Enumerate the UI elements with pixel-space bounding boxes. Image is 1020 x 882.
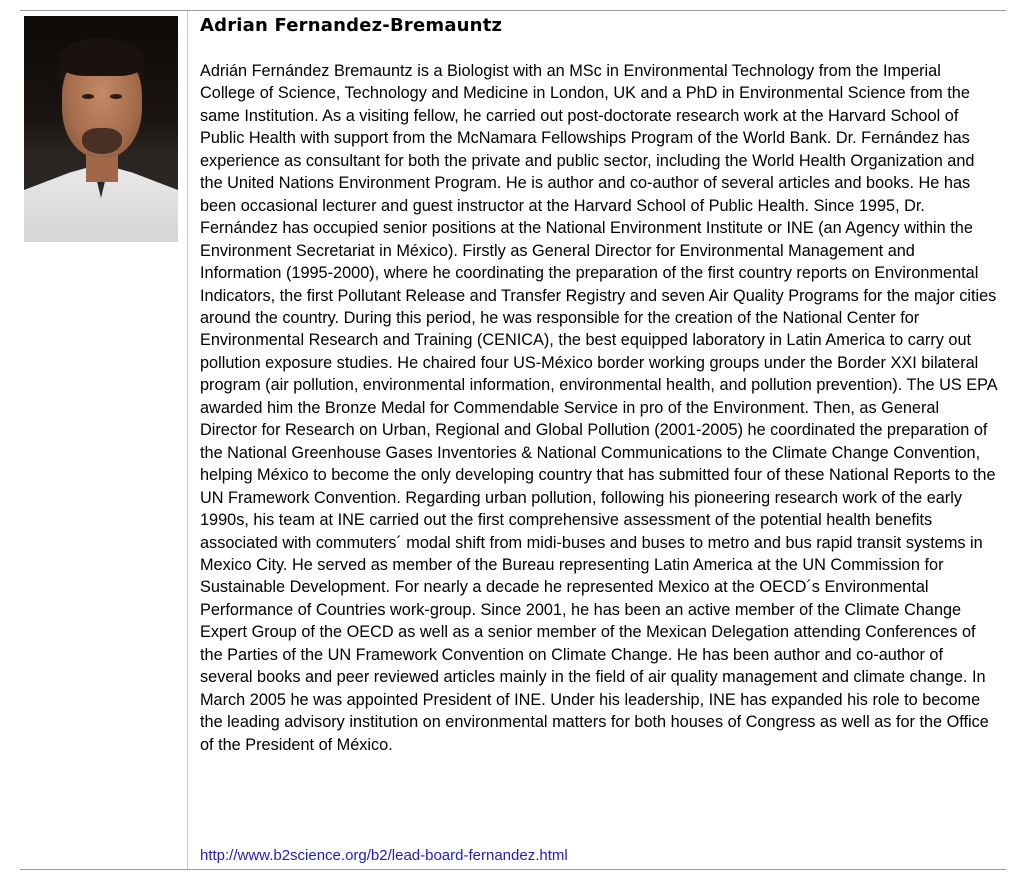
person-name: Adrian Fernandez-Bremauntz	[200, 15, 503, 36]
photo-cell	[20, 11, 188, 869]
bio-cell	[200, 11, 1000, 864]
profile-table	[20, 10, 1006, 870]
photo-hair	[60, 38, 144, 76]
photo-beard	[82, 128, 122, 154]
photo-eye-left	[82, 94, 94, 99]
profile-link[interactable]: http://www.b2science.org/b2/lead-board-fernandez.html	[200, 847, 568, 864]
bio-text: Adrián Fernández Bremauntz is a Biologist with an MSc in Environmental Technology from the Imperial College of Science, Technology and Medicine in London, UK and a PhD in Environmental Science from the same Institution. As a visiting fellow, he carried out post-doctorate research work at the Harvard School of Public Health with support from the McNamara Fellowships Program of the World Bank. Dr. Fernández has experience as consultant for both the private and public sector, including the World Health Organization and the United Nations Environment Program. He is author and co-author of several articles and books. He has been occasional lecturer and guest instructor at the Harvard School of Public Health. Since 1995, Dr. Fernández has occupied senior positions at the National Environment Institute or INE (an Agency within the Environment Secretariat in México). Firstly as General Director for Environmental Management and Information (1995-2000), where he coordinating the preparation of the first country reports on Environmental Indicators, the first Pollutant Release and Transfer Registry and seven Air Quality Programs for the major cities around the country. During this period, he was responsible for the creation of the National Center for Environmental Research and Training (CENICA), the best equipped laboratory in Latin America to carry out pollution exposure studies. He chaired four US-México border working groups under the Border XXI bilateral program (air pollution, environmental information, environmental health, and pollution prevention). The US EPA awarded him the Bronze Medal for Commendable Service in pro of the Environment. Then, as General Director for Research on Urban, Regional and Global Pollution (2001-2005) he coordinated the preparation of the National Greenhouse Gases Inventories & National Communications to the Climate Change Convention, helping México to become the only developing country that has submitted four of these National Reports to the UN Framework Convention. Regarding urban pollution, following his pioneering research work of the early 1990s, his team at INE carried out the first comprehensive assessment of the potential health benefits associated with commuters´ modal shift from midi-buses and buses to metro and bus rapid transit systems in Mexico City. He served as member of the Bureau representing Latin America at the UN Commission for Sustainable Development. For nearly a decade he represented Mexico at the OECD´s Environmental Performance of Countries work-group. Since 2001, he has been an active member of the Climate Change Expert Group of the OECD as well as a senior member of the Mexican Delegation attending Conferences of the Parties of the UN Framework Convention on Climate Change. He has been author and co-author of several books and peer reviewed articles mainly in the field of air quality management and climate change. In March 2005 he was appointed President of INE. Under his leadership, INE has expanded his role to become the leading advisory institution on environmental matters for both houses of Congress as well as for the Office of the President of México.	[200, 62, 997, 754]
profile-photo	[24, 16, 178, 242]
photo-eye-right	[110, 94, 122, 99]
